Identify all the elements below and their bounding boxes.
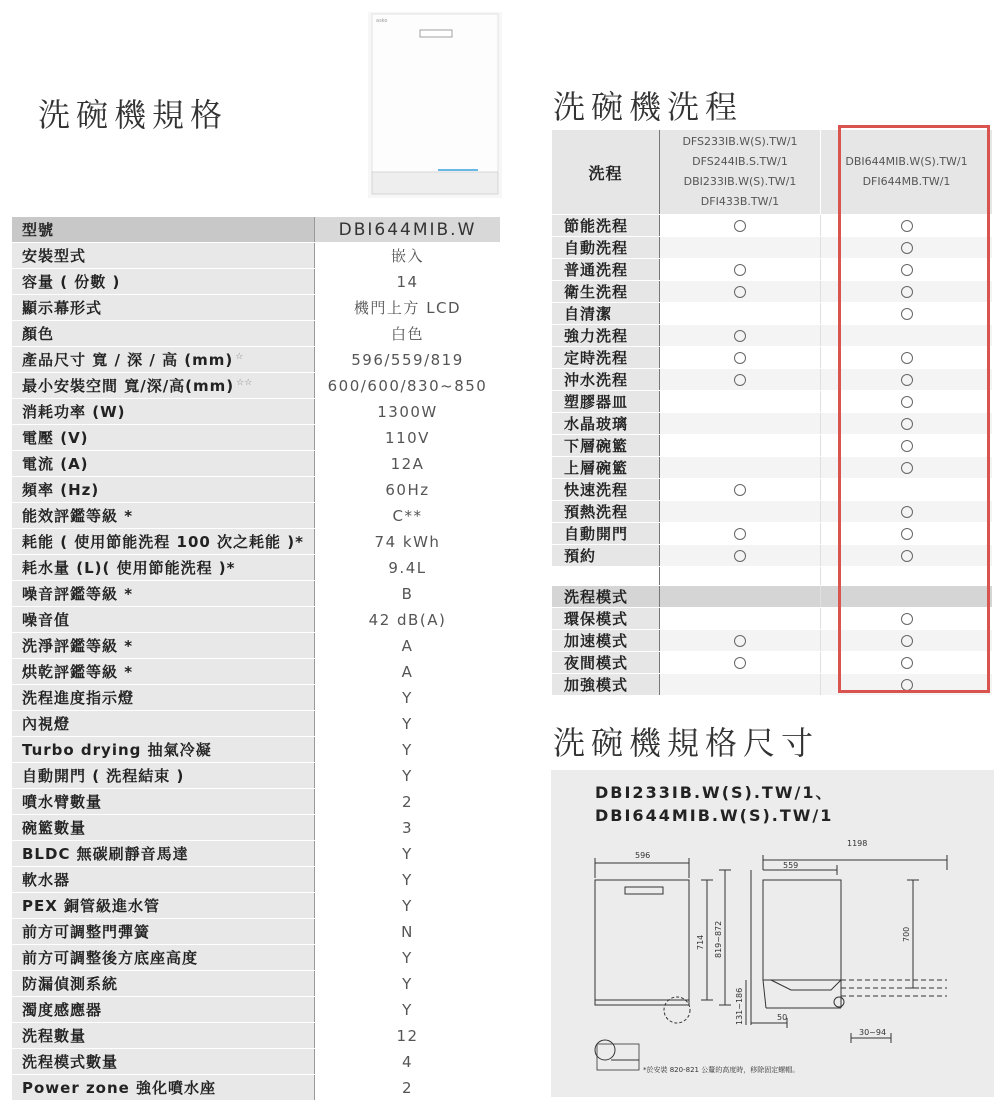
program-row — [552, 215, 992, 237]
availability-circle — [821, 347, 993, 369]
availability-circle — [821, 523, 993, 545]
spec-row — [12, 581, 500, 607]
spec-label-text: Turbo drying 抽氣冷凝 — [22, 741, 212, 759]
circle-mark-icon — [901, 308, 913, 320]
spec-row — [12, 919, 500, 945]
program-label: 自動洗程 — [552, 237, 660, 259]
spec-label — [12, 399, 315, 425]
spec-label — [12, 321, 315, 347]
program-label: 水晶玻璃 — [552, 413, 660, 435]
spec-value: 600/600/830~850 — [315, 373, 501, 399]
spec-label-text: 前方可調整門彈簧 — [22, 923, 151, 941]
program-row — [552, 281, 992, 303]
program-row — [552, 237, 992, 259]
program-label: 環保模式 — [552, 608, 660, 630]
spec-value: 嵌入 — [315, 243, 501, 269]
spec-label — [12, 451, 315, 477]
program-header-row — [552, 130, 992, 215]
spec-row — [12, 607, 500, 633]
spec-label-text: BLDC 無碳刷靜音馬達 — [22, 845, 189, 863]
program-label: 上層碗籃 — [552, 457, 660, 479]
dimension-model-line2: DBI644MIB.W(S).TW/1 — [595, 806, 834, 825]
availability-circle — [821, 501, 993, 523]
spec-value: 9.4L — [315, 555, 501, 581]
spec-row — [12, 659, 500, 685]
program-row — [552, 325, 992, 347]
availability-circle — [821, 630, 993, 652]
spec-label-text: 耗能 ( 使用節能洗程 100 次之耗能 )* — [22, 533, 304, 551]
program-col2-models — [821, 130, 993, 215]
dimension-drawing — [551, 830, 994, 1097]
availability-circle — [660, 325, 821, 347]
spec-row — [12, 555, 500, 581]
spec-section-title: 洗碗機規格 — [38, 96, 229, 134]
spec-value: Y — [315, 685, 501, 711]
empty-cell — [660, 435, 821, 457]
front-view-body — [595, 880, 689, 1005]
availability-circle — [660, 215, 821, 237]
spec-value: 機門上方 LCD — [315, 295, 501, 321]
circle-mark-icon — [901, 635, 913, 647]
spec-label-text: 消耗功率 (W) — [22, 403, 126, 421]
program-row — [552, 303, 992, 325]
dim-width-50: 50 — [777, 1013, 788, 1022]
spec-label-text: 電流 (A) — [22, 455, 89, 473]
spec-label — [12, 841, 315, 867]
program-row — [552, 347, 992, 369]
spec-row — [12, 269, 500, 295]
spec-label — [12, 711, 315, 737]
empty-cell — [821, 586, 993, 608]
col1-model: DBI233IB.W(S).TW/1 — [683, 175, 797, 188]
spec-row — [12, 503, 500, 529]
program-label: 塑膠器皿 — [552, 391, 660, 413]
spec-value: 4 — [315, 1049, 501, 1075]
program-label: 沖水洗程 — [552, 369, 660, 391]
program-label: 節能洗程 — [552, 215, 660, 237]
program-row — [552, 391, 992, 413]
program-label: 普通洗程 — [552, 259, 660, 281]
program-label: 快速洗程 — [552, 479, 660, 501]
spec-label — [12, 763, 315, 789]
spec-value: Y — [315, 711, 501, 737]
program-row — [552, 652, 992, 674]
spec-model-value: DBI644MIB.W — [315, 217, 501, 243]
spec-row — [12, 373, 500, 399]
spec-value: 42 dB(A) — [315, 607, 501, 633]
spec-row — [12, 997, 500, 1023]
spec-value: 白色 — [315, 321, 501, 347]
dim-height-131: 131~186 — [735, 987, 744, 1025]
empty-cell — [660, 586, 821, 608]
circle-mark-icon — [734, 635, 746, 647]
spec-label-text: 濁度感應器 — [22, 1001, 103, 1019]
spec-value: 110V — [315, 425, 501, 451]
availability-circle — [660, 259, 821, 281]
spec-value: 74 kWh — [315, 529, 501, 555]
spec-label — [12, 347, 315, 373]
circle-mark-icon — [901, 462, 913, 474]
spec-label — [12, 269, 315, 295]
spec-label — [12, 555, 315, 581]
spec-row — [12, 685, 500, 711]
circle-mark-icon — [734, 657, 746, 669]
program-label: 定時洗程 — [552, 347, 660, 369]
spec-label — [12, 971, 315, 997]
star-note-mark: ☆☆ — [236, 378, 253, 388]
spec-value: 2 — [315, 789, 501, 815]
program-col1-models — [660, 130, 821, 215]
spec-label-text: 烘乾評鑑等級 * — [22, 663, 134, 681]
dim-depth-1198: 1198 — [847, 839, 868, 848]
circle-mark-icon — [901, 396, 913, 408]
spec-label — [12, 477, 315, 503]
spec-value: 3 — [315, 815, 501, 841]
circle-mark-icon — [734, 220, 746, 232]
empty-cell — [660, 457, 821, 479]
dim-depth-559: 559 — [783, 861, 799, 870]
program-label: 夜間模式 — [552, 652, 660, 674]
dim-width-596: 596 — [635, 851, 651, 860]
spec-label — [12, 425, 315, 451]
circle-mark-icon — [901, 418, 913, 430]
dim-height-700: 700 — [902, 926, 911, 942]
spec-row — [12, 893, 500, 919]
empty-cell — [660, 413, 821, 435]
spec-row — [12, 425, 500, 451]
circle-mark-icon — [734, 330, 746, 342]
spec-value: Y — [315, 997, 501, 1023]
dimension-footnote: *於安裝 820-821 公釐的高度時，移除固定螺帽。 — [643, 1066, 800, 1074]
spec-row — [12, 841, 500, 867]
spec-row — [12, 347, 500, 373]
program-table — [552, 130, 992, 696]
spec-value: Y — [315, 893, 501, 919]
availability-circle — [660, 523, 821, 545]
empty-cell — [660, 391, 821, 413]
spec-label-text: 顯示幕形式 — [22, 299, 103, 317]
spec-header-label: 型號 — [12, 217, 315, 243]
spec-label-text: 自動開門 ( 洗程結束 ) — [22, 767, 185, 785]
spec-label — [12, 737, 315, 763]
circle-mark-icon — [901, 613, 913, 625]
spec-value: A — [315, 633, 501, 659]
program-row — [552, 608, 992, 630]
mode-header-row — [552, 586, 992, 608]
availability-circle — [821, 435, 993, 457]
spec-label — [12, 295, 315, 321]
spec-label-text: 能效評鑑等級 * — [22, 507, 134, 525]
empty-cell — [660, 608, 821, 630]
dimension-section-title: 洗碗機規格尺寸 — [553, 724, 820, 762]
program-label: 預熱洗程 — [552, 501, 660, 523]
spec-label-text: PEX 銅管級進水管 — [22, 897, 161, 915]
program-row — [552, 501, 992, 523]
spec-label — [12, 581, 315, 607]
availability-circle — [660, 652, 821, 674]
empty-cell — [660, 237, 821, 259]
empty-cell — [821, 325, 993, 347]
spec-table — [12, 217, 500, 1101]
spec-value: 596/559/819 — [315, 347, 501, 373]
spec-value: Y — [315, 971, 501, 997]
empty-cell — [660, 674, 821, 696]
spec-row — [12, 529, 500, 555]
availability-circle — [660, 281, 821, 303]
circle-mark-icon — [901, 374, 913, 386]
spec-value: N — [315, 919, 501, 945]
circle-mark-icon — [901, 264, 913, 276]
empty-cell — [821, 479, 993, 501]
spec-row — [12, 1049, 500, 1075]
spec-row — [12, 1023, 500, 1049]
spec-label-text: 洗程進度指示燈 — [22, 689, 135, 707]
spec-value: 2 — [315, 1075, 501, 1101]
spec-label — [12, 789, 315, 815]
program-header-label: 洗程 — [552, 130, 660, 215]
mode-header-label: 洗程模式 — [552, 586, 660, 608]
program-row — [552, 479, 992, 501]
spec-label — [12, 685, 315, 711]
spec-value: 60Hz — [315, 477, 501, 503]
program-row — [552, 369, 992, 391]
program-row — [552, 523, 992, 545]
spec-value: 1300W — [315, 399, 501, 425]
circle-mark-icon — [901, 242, 913, 254]
spec-row — [12, 633, 500, 659]
spec-row — [12, 451, 500, 477]
availability-circle — [660, 479, 821, 501]
spec-value: Y — [315, 945, 501, 971]
table-spacer — [552, 567, 992, 586]
program-row — [552, 674, 992, 696]
program-label: 衛生洗程 — [552, 281, 660, 303]
program-label: 預約 — [552, 545, 660, 567]
circle-mark-icon — [901, 679, 913, 691]
spec-label — [12, 867, 315, 893]
availability-circle — [821, 391, 993, 413]
spec-row — [12, 971, 500, 997]
spec-row — [12, 945, 500, 971]
availability-circle — [821, 545, 993, 567]
col1-model: DFI433B.TW/1 — [700, 195, 780, 208]
dim-width-30: 30~94 — [859, 1028, 887, 1037]
dim-height-819: 819~872 — [714, 920, 723, 958]
spec-label — [12, 1075, 315, 1101]
circle-mark-icon — [901, 506, 913, 518]
col1-model: DFS244IB.S.TW/1 — [692, 155, 788, 168]
availability-circle — [821, 259, 993, 281]
circle-mark-icon — [734, 264, 746, 276]
spec-row — [12, 477, 500, 503]
circle-mark-icon — [901, 440, 913, 452]
program-label: 加強模式 — [552, 674, 660, 696]
circle-mark-icon — [734, 374, 746, 386]
program-label: 自清潔 — [552, 303, 660, 325]
spec-value: 14 — [315, 269, 501, 295]
availability-circle — [821, 674, 993, 696]
spec-value: Y — [315, 867, 501, 893]
spec-value: A — [315, 659, 501, 685]
spec-label-text: 噪音評鑑等級 * — [22, 585, 134, 603]
spec-row — [12, 737, 500, 763]
spec-value: B — [315, 581, 501, 607]
program-row — [552, 435, 992, 457]
spec-value: Y — [315, 841, 501, 867]
spec-row — [12, 243, 500, 269]
program-label: 自動開門 — [552, 523, 660, 545]
spec-label-text: 頻率 (Hz) — [22, 481, 100, 499]
program-section-title: 洗碗機洗程 — [553, 88, 744, 126]
dimension-panel — [551, 770, 994, 1097]
spec-label-text: 前方可調整後方底座高度 — [22, 949, 199, 967]
circle-mark-icon — [901, 286, 913, 298]
spec-label — [12, 659, 315, 685]
dimension-model-line1: DBI233IB.W(S).TW/1、 — [595, 783, 834, 802]
spec-row — [12, 867, 500, 893]
program-label: 下層碗籃 — [552, 435, 660, 457]
spec-row — [12, 763, 500, 789]
availability-circle — [821, 215, 993, 237]
circle-mark-icon — [901, 220, 913, 232]
availability-circle — [821, 457, 993, 479]
program-label: 強力洗程 — [552, 325, 660, 347]
spec-label-text: 內視燈 — [22, 715, 71, 733]
spec-value: 12 — [315, 1023, 501, 1049]
dishwasher-product-image — [368, 12, 502, 198]
circle-mark-icon — [901, 657, 913, 669]
empty-cell — [660, 303, 821, 325]
spec-label-text: 防漏偵測系統 — [22, 975, 119, 993]
front-view-display — [625, 887, 663, 894]
circle-mark-icon — [901, 352, 913, 364]
dim-height-714: 714 — [696, 934, 705, 950]
availability-circle — [821, 413, 993, 435]
circle-mark-icon — [901, 550, 913, 562]
availability-circle — [660, 347, 821, 369]
spec-label-text: 顏色 — [22, 325, 55, 343]
spec-label-text: 安裝型式 — [22, 247, 87, 265]
spec-row — [12, 1075, 500, 1101]
program-label: 加速模式 — [552, 630, 660, 652]
program-row — [552, 545, 992, 567]
spec-label-text: 洗程模式數量 — [22, 1053, 119, 1071]
program-row — [552, 413, 992, 435]
spec-label-text: 軟水器 — [22, 871, 71, 889]
col1-model: DFS233IB.W(S).TW/1 — [682, 135, 798, 148]
side-view-body — [763, 880, 841, 980]
spec-label — [12, 919, 315, 945]
availability-circle — [821, 369, 993, 391]
spec-label-text: 噪音值 — [22, 611, 71, 629]
spec-value: Y — [315, 763, 501, 789]
availability-circle — [660, 369, 821, 391]
spec-value: C** — [315, 503, 501, 529]
spec-row — [12, 295, 500, 321]
availability-circle — [660, 545, 821, 567]
spec-row — [12, 711, 500, 737]
spec-label — [12, 503, 315, 529]
svg-text:asko: asko — [376, 18, 388, 24]
circle-mark-icon — [901, 528, 913, 540]
spec-value: Y — [315, 737, 501, 763]
circle-mark-icon — [734, 484, 746, 496]
availability-circle — [821, 303, 993, 325]
spec-label — [12, 893, 315, 919]
availability-circle — [821, 652, 993, 674]
spec-row — [12, 321, 500, 347]
col2-model: DFI644MB.TW/1 — [862, 175, 951, 188]
availability-circle — [821, 608, 993, 630]
spec-row — [12, 815, 500, 841]
spec-label-text: 碗籃數量 — [22, 819, 87, 837]
circle-mark-icon — [734, 286, 746, 298]
col2-model: DBI644MIB.W(S).TW/1 — [845, 155, 968, 168]
spec-label-text: 耗水量 (L)( 使用節能洗程 )* — [22, 559, 236, 577]
circle-mark-icon — [734, 550, 746, 562]
spec-label — [12, 1023, 315, 1049]
circle-mark-icon — [734, 352, 746, 364]
availability-circle — [821, 237, 993, 259]
availability-circle — [660, 630, 821, 652]
star-note-mark: ☆ — [235, 352, 244, 362]
availability-circle — [821, 281, 993, 303]
empty-cell — [660, 501, 821, 523]
program-row — [552, 259, 992, 281]
program-row — [552, 457, 992, 479]
spec-label — [12, 529, 315, 555]
spec-label — [12, 815, 315, 841]
spec-label-text: 容量 ( 份數 ) — [22, 273, 121, 291]
spec-label — [12, 607, 315, 633]
spec-header-row — [12, 217, 500, 243]
spec-label-text: 噴水臂數量 — [22, 793, 103, 811]
spec-label-text: 洗程數量 — [22, 1027, 87, 1045]
spec-label-text: 最小安裝空間 寬/深/高(mm) — [22, 377, 235, 395]
spec-label — [12, 945, 315, 971]
circle-mark-icon — [734, 528, 746, 540]
program-row — [552, 630, 992, 652]
spec-label-text: 洗淨評鑑等級 * — [22, 637, 134, 655]
spec-label — [12, 373, 315, 399]
spec-label — [12, 1049, 315, 1075]
spec-value: 12A — [315, 451, 501, 477]
spec-label-text: Power zone 強化噴水座 — [22, 1079, 217, 1097]
spec-row — [12, 789, 500, 815]
spec-label-text: 電壓 (V) — [22, 429, 89, 447]
spec-label — [12, 997, 315, 1023]
spec-label — [12, 243, 315, 269]
spec-label-text: 產品尺寸 寬 / 深 / 高 (mm) — [22, 351, 234, 369]
spec-row — [12, 399, 500, 425]
spec-label — [12, 633, 315, 659]
